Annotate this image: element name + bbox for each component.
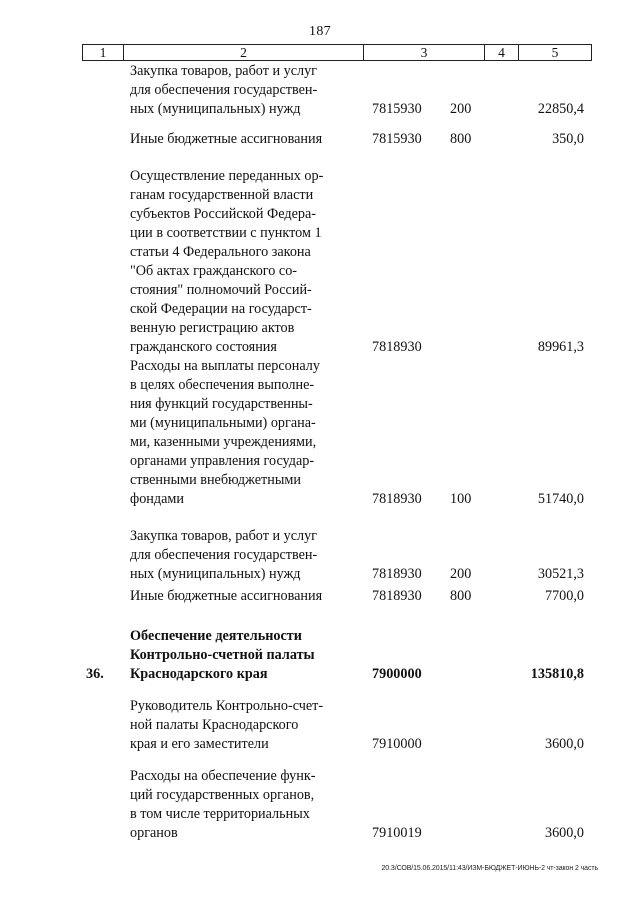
row-amount: 3600,0 — [544, 825, 584, 841]
table-row — [0, 697, 640, 754]
row-name-line: Осуществление переданных ор- — [130, 168, 324, 184]
row-name-line: Иные бюджетные ассигнования — [130, 131, 323, 147]
row-code: 7910019 — [372, 825, 422, 841]
row-name-line: Руководитель Контрольно-счет- — [130, 698, 324, 714]
row-name-line: ганам государственной власти — [130, 187, 314, 203]
row-name-line: ных (муниципальных) нужд — [130, 566, 301, 582]
row-expense-type: 800 — [450, 588, 472, 604]
row-amount: 51740,0 — [537, 491, 584, 507]
header-col-3: 3 — [364, 45, 485, 60]
row-amount: 3600,0 — [544, 736, 584, 752]
row-name — [130, 167, 337, 357]
row-name-line: Закупка товаров, работ и услуг — [130, 528, 317, 544]
row-name-line: статьи 4 Федерального закона — [130, 244, 311, 260]
row-expense-type: 200 — [450, 566, 472, 582]
header-col-1: 1 — [83, 45, 124, 60]
row-name-line: края и его заместители — [130, 736, 269, 752]
row-name-line: "Об актах гражданского со- — [130, 263, 298, 279]
row-name — [130, 130, 337, 149]
header-col-5: 5 — [551, 45, 559, 60]
row-name-line: в том числе территориальных — [130, 806, 310, 822]
table-row — [0, 527, 640, 584]
row-code: 7818930 — [372, 339, 422, 355]
row-expense-type: 200 — [450, 101, 472, 117]
row-name-line: для обеспечения государствен- — [130, 547, 318, 563]
table-row — [0, 627, 640, 684]
table-row — [0, 587, 640, 606]
row-code: 7818930 — [372, 566, 422, 582]
row-amount: 135810,8 — [530, 666, 584, 682]
row-name-line: ния функций государственны- — [130, 396, 313, 412]
table-row — [0, 167, 640, 357]
row-name-line: в целях обеспечения выполне- — [130, 377, 315, 393]
row-name-line: Краснодарского края — [130, 666, 268, 682]
row-name — [130, 697, 337, 754]
table-row — [0, 357, 640, 509]
row-name-line: Расходы на обеспечение функ- — [130, 768, 316, 784]
page-number: 187 — [309, 24, 331, 39]
row-name — [130, 627, 337, 684]
row-amount: 30521,3 — [537, 566, 584, 582]
row-code: 7910000 — [372, 736, 422, 752]
row-name — [130, 62, 337, 119]
row-number: 36. — [86, 666, 104, 682]
row-name-line: фондами — [130, 491, 184, 507]
row-name — [130, 587, 337, 606]
row-name-line: органов — [130, 825, 178, 841]
row-name-line: венную регистрацию актов — [130, 320, 295, 336]
row-name — [130, 527, 337, 584]
row-name-line: ных (муниципальных) нужд — [130, 101, 301, 117]
row-name-line: ции в соответствии с пунктом 1 — [130, 225, 322, 241]
row-name-line: ской Федерации на государст- — [130, 301, 312, 317]
header-col-4: 4 — [485, 45, 519, 60]
row-name-line: ций государственных органов, — [130, 787, 315, 803]
row-name-line: органами управления государ- — [130, 453, 315, 469]
row-name-line: ственными внебюджетными — [130, 472, 301, 488]
row-name-line: ной палаты Краснодарского — [130, 717, 299, 733]
row-code: 7818930 — [372, 588, 422, 604]
row-name-line: Обеспечение деятельности — [130, 628, 302, 644]
row-name-line: Закупка товаров, работ и услуг — [130, 63, 317, 79]
row-name-line: ми, казенными учреждениями, — [130, 434, 317, 450]
row-name — [130, 767, 337, 843]
row-code: 7815930 — [372, 101, 422, 117]
table-row — [0, 62, 640, 119]
row-name-line: гражданского состояния — [130, 339, 277, 355]
row-name-line: субъектов Российской Федера- — [130, 206, 316, 222]
row-expense-type: 100 — [450, 491, 472, 507]
row-expense-type: 800 — [450, 131, 472, 147]
row-amount: 7700,0 — [544, 588, 584, 604]
row-name-line: ми (муниципальными) органа- — [130, 415, 316, 431]
row-code: 7900000 — [372, 666, 422, 682]
row-amount: 89961,3 — [537, 339, 584, 355]
row-amount: 22850,4 — [537, 101, 584, 117]
row-name-line: стояния" полномочий Россий- — [130, 282, 312, 298]
row-code: 7815930 — [372, 131, 422, 147]
row-name-line: для обеспечения государствен- — [130, 82, 318, 98]
row-code: 7818930 — [372, 491, 422, 507]
document-footer-code: 20.3/СОВ/15.06.2015/11:43/ИЗМ-БЮДЖЕТ-ИЮНЬ-2 чт-закон 2 часть — [381, 865, 598, 872]
table-header-row — [82, 44, 592, 61]
table-row — [0, 130, 640, 149]
row-name — [130, 357, 337, 509]
header-col-2: 2 — [124, 45, 364, 60]
table-row — [0, 767, 640, 843]
row-amount: 350,0 — [552, 131, 584, 147]
row-name-line: Контрольно-счетной палаты — [130, 647, 315, 663]
row-name-line: Расходы на выплаты персоналу — [130, 358, 320, 374]
row-name-line: Иные бюджетные ассигнования — [130, 588, 323, 604]
